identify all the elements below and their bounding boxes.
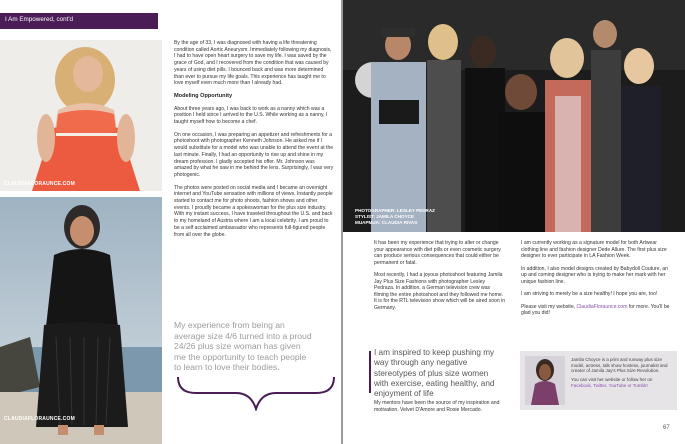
- author-bio: [571, 357, 671, 392]
- photo-bottom-credit: CLAUDIAFLORAUNCE.COM: [4, 416, 75, 422]
- photo-black-dress: [0, 197, 162, 444]
- mentors-text: [374, 400, 506, 413]
- col2-paragraph-2: In addition, I also model designs created by Babydoll Couture, an up and coming designer who is trying to make her mark with her unique fashion line.: [521, 265, 668, 285]
- modeling-heading: Modeling Opportunity: [174, 92, 233, 99]
- section-label: I Am Empowered, cont'd: [5, 16, 74, 23]
- stylist-credit: STYLIST: JAMILA CHOYCE: [355, 214, 415, 220]
- group-photo: [343, 0, 685, 232]
- quote-bar: [369, 351, 371, 393]
- col1-paragraph-2: Most recently, I had a joyous photoshoot featuring Jamila Jay Plus Size Fashions with photographer Lesley Pedraza. In addition, a German television crew was filming the entire photoshoot and they followed me home. It is for the RTL television show which will be aired soon in Germany.: [374, 272, 506, 311]
- coral-dress-illustration: [0, 40, 162, 191]
- website-prefix: Please visit my website,: [521, 303, 577, 310]
- col1-paragraph-1: It has been my experience that trying to alter or change your appearance with diet pills or even cosmetic surgery can produce serious consequences that could either be permanent or fatal.: [374, 240, 501, 266]
- author-follow: [571, 377, 671, 388]
- page-number: 67: [663, 425, 670, 431]
- col2-paragraph-1: I am currently working as a signature model for both Artwear clothing line and fashion designer Dede Allure. The first plus size designer to ever participate in LA Fashion Week.: [521, 240, 667, 259]
- makeup-credit: MUAPMUA: CLAUDIA RIVAS: [355, 220, 418, 226]
- article-text: [174, 40, 334, 244]
- group-photo-illustration: [343, 0, 685, 232]
- paragraph-1: About three years ago, I was back to work as a nanny which was a position I held since I arrived to the U.S. While working as a nanny, I taught myself how to become a chef.: [174, 105, 328, 126]
- author-photo-illustration: [525, 356, 565, 405]
- col2-paragraph-3: I am striving to merely be a size healthy! I hope you are, too!: [521, 291, 658, 297]
- pull-quote-right: I am inspired to keep pushing my way through any negative stereotypes of plus size women with exercise, eating healthy, and enjoyment of life: [374, 348, 495, 399]
- paragraph-2: On one occasion, I was preparing an appetizer and refreshments for a photoshoot with photographer Kenneth Johnson. He asked me if I would substitute for a model who was unable to attend the event at the last minute. Finally, I had an opportunity to rise up and shine in my dream profession. I gladly accepted his offer. Mr. Johnson was amazed by what he saw in me behind the lens. Surprisingly, I was very photogenic.: [174, 131, 334, 178]
- pull-quote-left: My experience from being an average size 4/6 turned into a proud 24/26 plus size woman has given me the opportunity to teach people to learn to love their bodies.: [174, 320, 312, 373]
- right-page: [343, 0, 685, 444]
- photo-coral-dress: [0, 40, 162, 191]
- photo-top-credit: CLAUDIAFLORAUNCE.COM: [4, 181, 75, 187]
- author-photo: [525, 356, 565, 405]
- black-dress-illustration: [0, 197, 162, 444]
- intro-paragraph: By the age of 33, I was diagnosed with having a life threatening condition called Aortic Aneurysm. Immediately following my diagnosis, I had to have open heart surgery to save my life. I was saved by the grace of God, and I recovered from the condition that was caused by years of using diet pills. I bounced back and was more determined than ever to pursue my life goals. This experience has taught me to love myself even much more than I already had.: [174, 40, 332, 87]
- col1-paragraph-3: My mentors have been the source of my inspiration and motivation. Velvet D'Amore and Rosie Mercado.: [374, 400, 500, 413]
- website-suffix: for more. You'll be glad you did!: [521, 303, 670, 316]
- section-banner: [0, 13, 158, 29]
- brace-decoration: [176, 375, 336, 411]
- right-column-1: [374, 240, 506, 317]
- left-page: [0, 0, 341, 444]
- author-follow-prefix: You can visit her website or follow her on: [571, 377, 653, 383]
- col2-paragraph-4: [521, 304, 671, 317]
- author-social-links[interactable]: Facebook, Twitter, YouTube or Tumblr!: [571, 382, 648, 388]
- paragraph-3: The photos were posted on social media and I became an overnight internet and YouTube sensation with millions of views. Instantly people started to contact me for photo shoots, fashion shows and other events. I proudly became a spokeswoman for the plus size industry. With my instant success, I have traveled throughout the U.S. and back to my homeland of Austria where I am a local celebrity. I am proud to be a self acclaimed ambassador who represents full-figured people from all over the globe.: [174, 184, 333, 238]
- right-column-2: [521, 240, 671, 323]
- author-bio-box: [520, 351, 677, 410]
- photographer-credit: PHOTOGRAPHER: LESLEY PEDRAZ: [355, 208, 435, 213]
- group-photo-credits: [355, 208, 435, 227]
- website-link[interactable]: ClaudiaFloraunce.com: [576, 303, 628, 310]
- author-bio-text: Jamila Choyce is a print and runway plus size model, actress, talk show hostess, journalist and creator of Jamila Jay's Plus Size Revolution.: [571, 357, 668, 374]
